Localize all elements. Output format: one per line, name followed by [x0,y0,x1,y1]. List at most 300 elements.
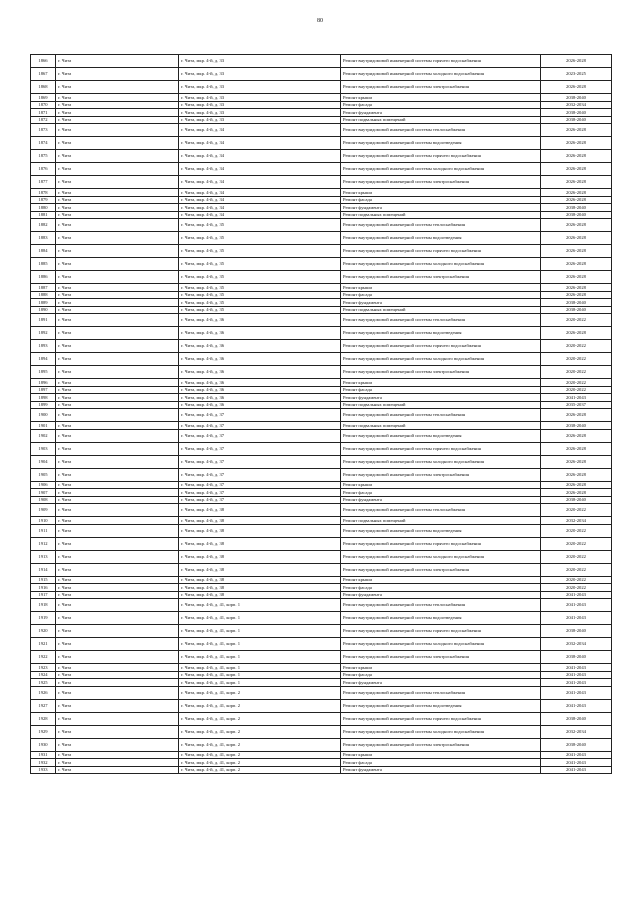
row-number: 1913 [31,550,56,563]
row-work-type: Ремонт внутридомовой инженерной системы теплоснабжения [341,686,541,699]
table-row [31,271,612,284]
row-number: 1902 [31,429,56,442]
row-work-type: Ремонт фундамента [341,109,541,117]
row-city: г. Чита [56,576,179,584]
row-number: 1879 [31,196,56,204]
row-address: г. Чита, мкр. 4-й, д. 37 [179,429,341,442]
row-city: г. Чита [56,679,179,687]
row-city: г. Чита [56,429,179,442]
row-work-type: Ремонт крыши [341,576,541,584]
row-number: 1928 [31,712,56,725]
row-address: г. Чита, мкр. 4-й, д. 37 [179,422,341,430]
table-row [31,245,612,258]
row-period: 2038-2040 [541,625,612,638]
row-period: 2026-2028 [541,455,612,468]
table-row [31,517,612,525]
row-period: 2032-2034 [541,725,612,738]
row-city: г. Чита [56,584,179,592]
row-period: 2041-2043 [541,686,612,699]
row-city: г. Чита [56,291,179,299]
row-city: г. Чита [56,712,179,725]
row-period: 2026-2028 [541,163,612,176]
table-row [31,176,612,189]
table-row [31,664,612,672]
row-period: 2020-2022 [541,537,612,550]
table-row [31,537,612,550]
row-period: 2026-2028 [541,409,612,422]
row-number: 1878 [31,189,56,197]
row-city: г. Чита [56,232,179,245]
row-number: 1924 [31,671,56,679]
row-work-type: Ремонт крыши [341,379,541,387]
row-number: 1931 [31,751,56,759]
table-row [31,386,612,394]
row-address: г. Чита, мкр. 4-й, д. 41, корп. 2 [179,712,341,725]
row-work-type: Ремонт фундамента [341,679,541,687]
row-city: г. Чита [56,271,179,284]
row-work-type: Ремонт фундамента [341,496,541,504]
row-number: 1933 [31,766,56,774]
row-work-type: Ремонт крыши [341,481,541,489]
row-city: г. Чита [56,189,179,197]
table-row [31,379,612,387]
row-address: г. Чита, мкр. 4-й, д. 41, корп. 2 [179,766,341,774]
row-number: 1881 [31,211,56,219]
row-address: г. Чита, мкр. 4-й, д. 33 [179,68,341,81]
table-row [31,429,612,442]
table-row [31,481,612,489]
row-period: 2020-2022 [541,524,612,537]
row-work-type: Ремонт внутридомовой инженерной системы холодного водоснабжения [341,638,541,651]
row-address: г. Чита, мкр. 4-й, д. 37 [179,496,341,504]
row-work-type: Ремонт внутридомовой инженерной системы электроснабжения [341,563,541,576]
row-city: г. Чита [56,284,179,292]
row-city: г. Чита [56,481,179,489]
table-row [31,340,612,353]
table-row [31,584,612,592]
row-city: г. Чита [56,489,179,497]
row-period: 2038-2040 [541,109,612,117]
row-period: 2026-2028 [541,81,612,94]
row-work-type: Ремонт внутридомовой инженерной системы горячего водоснабжения [341,442,541,455]
row-city: г. Чита [56,725,179,738]
row-period: 2026-2028 [541,442,612,455]
row-number: 1886 [31,271,56,284]
row-period: 2038-2040 [541,211,612,219]
row-address: г. Чита, мкр. 4-й, д. 41, корп. 1 [179,651,341,664]
row-period: 2026-2028 [541,291,612,299]
row-address: г. Чита, мкр. 4-й, д. 38 [179,563,341,576]
row-period: 2035-2037 [541,401,612,409]
row-number: 1893 [31,340,56,353]
table-row [31,401,612,409]
row-number: 1908 [31,496,56,504]
row-city: г. Чита [56,442,179,455]
row-work-type: Ремонт фасада [341,584,541,592]
row-period: 2041-2043 [541,394,612,402]
row-address: г. Чита, мкр. 4-й, д. 36 [179,327,341,340]
row-number: 1925 [31,679,56,687]
row-number: 1901 [31,422,56,430]
table-row [31,468,612,481]
row-number: 1912 [31,537,56,550]
row-period: 2026-2028 [541,271,612,284]
table-row [31,563,612,576]
row-work-type: Ремонт внутридомовой инженерной системы холодного водоснабжения [341,68,541,81]
table-row [31,651,612,664]
row-address: г. Чита, мкр. 4-й, д. 34 [179,176,341,189]
row-period: 2032-2034 [541,101,612,109]
row-city: г. Чита [56,258,179,271]
table-row [31,163,612,176]
row-number: 1887 [31,284,56,292]
row-number: 1926 [31,686,56,699]
table-row [31,101,612,109]
row-address: г. Чита, мкр. 4-й, д. 36 [179,353,341,366]
row-city: г. Чита [56,353,179,366]
row-work-type: Ремонт подвальных помещений [341,517,541,525]
row-number: 1890 [31,306,56,314]
row-number: 1866 [31,55,56,68]
row-number: 1921 [31,638,56,651]
row-work-type: Ремонт фасада [341,101,541,109]
row-city: г. Чита [56,314,179,327]
table-row [31,612,612,625]
row-city: г. Чита [56,625,179,638]
row-work-type: Ремонт внутридомовой инженерной системы водоотведения [341,429,541,442]
row-number: 1882 [31,219,56,232]
row-number: 1932 [31,759,56,767]
row-address: г. Чита, мкр. 4-й, д. 37 [179,455,341,468]
row-city: г. Чита [56,327,179,340]
row-number: 1875 [31,150,56,163]
row-work-type: Ремонт крыши [341,94,541,102]
row-city: г. Чита [56,366,179,379]
row-period: 2041-2043 [541,612,612,625]
row-city: г. Чита [56,422,179,430]
row-period: 2038-2040 [541,204,612,212]
row-work-type: Ремонт внутридомовой инженерной системы электроснабжения [341,366,541,379]
row-address: г. Чита, мкр. 4-й, д. 34 [179,150,341,163]
row-number: 1905 [31,468,56,481]
row-number: 1892 [31,327,56,340]
table-row [31,455,612,468]
row-work-type: Ремонт внутридомовой инженерной системы холодного водоснабжения [341,550,541,563]
row-period: 2026-2028 [541,232,612,245]
table-row [31,211,612,219]
row-number: 1907 [31,489,56,497]
row-address: г. Чита, мкр. 4-й, д. 33 [179,55,341,68]
row-number: 1911 [31,524,56,537]
row-period: 2020-2022 [541,584,612,592]
row-number: 1889 [31,299,56,307]
row-address: г. Чита, мкр. 4-й, д. 37 [179,468,341,481]
row-city: г. Чита [56,591,179,599]
row-address: г. Чита, мкр. 4-й, д. 34 [179,204,341,212]
table-row [31,725,612,738]
table-row [31,327,612,340]
row-work-type: Ремонт крыши [341,664,541,672]
table-row [31,306,612,314]
row-period: 2020-2022 [541,314,612,327]
row-work-type: Ремонт внутридомовой инженерной системы теплоснабжения [341,314,541,327]
row-number: 1870 [31,101,56,109]
row-city: г. Чита [56,137,179,150]
row-period: 2020-2022 [541,563,612,576]
table-row [31,232,612,245]
row-address: г. Чита, мкр. 4-й, д. 34 [179,211,341,219]
row-period: 2020-2022 [541,576,612,584]
row-number: 1876 [31,163,56,176]
row-number: 1894 [31,353,56,366]
row-number: 1916 [31,584,56,592]
row-period: 2026-2028 [541,481,612,489]
row-period: 2026-2028 [541,245,612,258]
row-address: г. Чита, мкр. 4-й, д. 33 [179,116,341,124]
table-row [31,394,612,402]
row-city: г. Чита [56,340,179,353]
row-address: г. Чита, мкр. 4-й, д. 38 [179,517,341,525]
row-work-type: Ремонт внутридомовой инженерной системы водоотведения [341,327,541,340]
row-address: г. Чита, мкр. 4-й, д. 37 [179,489,341,497]
row-work-type: Ремонт подвальных помещений [341,422,541,430]
row-work-type: Ремонт внутридомовой инженерной системы холодного водоснабжения [341,163,541,176]
row-work-type: Ремонт внутридомовой инженерной системы электроснабжения [341,651,541,664]
row-period: 2038-2040 [541,738,612,751]
row-city: г. Чита [56,751,179,759]
table-row [31,409,612,422]
row-work-type: Ремонт фасада [341,291,541,299]
row-number: 1898 [31,394,56,402]
table-row [31,679,612,687]
row-address: г. Чита, мкр. 4-й, д. 41, корп. 1 [179,638,341,651]
row-period: 2020-2022 [541,340,612,353]
row-work-type: Ремонт фасада [341,196,541,204]
row-address: г. Чита, мкр. 4-й, д. 33 [179,101,341,109]
row-period: 2026-2028 [541,189,612,197]
table-row [31,81,612,94]
row-number: 1891 [31,314,56,327]
row-period: 2020-2022 [541,504,612,517]
row-city: г. Чита [56,686,179,699]
row-city: г. Чита [56,738,179,751]
table-row [31,137,612,150]
row-city: г. Чита [56,638,179,651]
row-work-type: Ремонт фасада [341,386,541,394]
row-period: 2026-2028 [541,284,612,292]
row-work-type: Ремонт внутридомовой инженерной системы электроснабжения [341,176,541,189]
row-address: г. Чита, мкр. 4-й, д. 38 [179,524,341,537]
row-number: 1929 [31,725,56,738]
row-number: 1884 [31,245,56,258]
row-work-type: Ремонт внутридомовой инженерной системы горячего водоснабжения [341,150,541,163]
row-number: 1919 [31,612,56,625]
table-body [31,55,612,774]
row-period: 2020-2022 [541,550,612,563]
row-address: г. Чита, мкр. 4-й, д. 41, корп. 2 [179,759,341,767]
row-city: г. Чита [56,496,179,504]
row-period: 2020-2022 [541,366,612,379]
row-work-type: Ремонт крыши [341,284,541,292]
row-period: 2032-2034 [541,638,612,651]
row-period: 2020-2022 [541,379,612,387]
row-period: 2020-2022 [541,386,612,394]
table-row [31,576,612,584]
row-address: г. Чита, мкр. 4-й, д. 33 [179,109,341,117]
row-address: г. Чита, мкр. 4-й, д. 37 [179,409,341,422]
row-work-type: Ремонт внутридомовой инженерной системы теплоснабжения [341,504,541,517]
row-address: г. Чита, мкр. 4-й, д. 38 [179,576,341,584]
row-period: 2038-2040 [541,712,612,725]
row-address: г. Чита, мкр. 4-й, д. 38 [179,550,341,563]
row-address: г. Чита, мкр. 4-й, д. 41, корп. 1 [179,599,341,612]
row-number: 1871 [31,109,56,117]
table-row [31,284,612,292]
row-address: г. Чита, мкр. 4-й, д. 41, корп. 1 [179,612,341,625]
row-number: 1883 [31,232,56,245]
table-row [31,524,612,537]
table-row [31,738,612,751]
row-city: г. Чита [56,94,179,102]
row-address: г. Чита, мкр. 4-й, д. 34 [179,189,341,197]
table-row [31,258,612,271]
table-row [31,150,612,163]
row-city: г. Чита [56,394,179,402]
row-period: 2026-2028 [541,150,612,163]
row-address: г. Чита, мкр. 4-й, д. 41, корп. 2 [179,725,341,738]
row-work-type: Ремонт внутридомовой инженерной системы водоотведения [341,612,541,625]
row-address: г. Чита, мкр. 4-й, д. 38 [179,504,341,517]
row-work-type: Ремонт внутридомовой инженерной системы водоотведения [341,137,541,150]
row-address: г. Чита, мкр. 4-й, д. 36 [179,386,341,394]
row-address: г. Чита, мкр. 4-й, д. 35 [179,219,341,232]
row-period: 2026-2028 [541,124,612,137]
table-row [31,766,612,774]
row-city: г. Чита [56,245,179,258]
row-period: 2026-2028 [541,219,612,232]
row-number: 1927 [31,699,56,712]
row-work-type: Ремонт внутридомовой инженерной системы теплоснабжения [341,409,541,422]
row-work-type: Ремонт внутридомовой инженерной системы водоотведения [341,232,541,245]
row-address: г. Чита, мкр. 4-й, д. 36 [179,401,341,409]
row-work-type: Ремонт подвальных помещений [341,306,541,314]
row-city: г. Чита [56,379,179,387]
table-row [31,504,612,517]
row-work-type: Ремонт подвальных помещений [341,211,541,219]
row-city: г. Чита [56,759,179,767]
row-number: 1920 [31,625,56,638]
table-row [31,599,612,612]
table-row [31,366,612,379]
row-work-type: Ремонт внутридомовой инженерной системы водоотведения [341,524,541,537]
table-row [31,124,612,137]
row-number: 1897 [31,386,56,394]
row-address: г. Чита, мкр. 4-й, д. 34 [179,137,341,150]
row-city: г. Чита [56,219,179,232]
row-city: г. Чита [56,599,179,612]
row-city: г. Чита [56,517,179,525]
row-number: 1877 [31,176,56,189]
row-address: г. Чита, мкр. 4-й, д. 36 [179,366,341,379]
row-work-type: Ремонт внутридомовой инженерной системы водоотведения [341,699,541,712]
row-address: г. Чита, мкр. 4-й, д. 41, корп. 2 [179,738,341,751]
row-city: г. Чита [56,204,179,212]
row-city: г. Чита [56,68,179,81]
row-number: 1923 [31,664,56,672]
table-row [31,699,612,712]
row-address: г. Чита, мкр. 4-й, д. 38 [179,584,341,592]
row-work-type: Ремонт внутридомовой инженерной системы теплоснабжения [341,599,541,612]
row-address: г. Чита, мкр. 4-й, д. 34 [179,196,341,204]
row-city: г. Чита [56,163,179,176]
repair-schedule-table [30,54,612,774]
row-period: 2023-2025 [541,68,612,81]
row-number: 1872 [31,116,56,124]
table-row [31,55,612,68]
row-address: г. Чита, мкр. 4-й, д. 35 [179,232,341,245]
row-number: 1922 [31,651,56,664]
table-row [31,625,612,638]
row-number: 1867 [31,68,56,81]
row-work-type: Ремонт внутридомовой инженерной системы холодного водоснабжения [341,455,541,468]
row-address: г. Чита, мкр. 4-й, д. 41, корп. 1 [179,625,341,638]
table-row [31,68,612,81]
row-number: 1906 [31,481,56,489]
row-city: г. Чита [56,386,179,394]
table-row [31,189,612,197]
row-address: г. Чита, мкр. 4-й, д. 41, корп. 1 [179,671,341,679]
row-work-type: Ремонт подвальных помещений [341,116,541,124]
row-period: 2041-2043 [541,759,612,767]
row-address: г. Чита, мкр. 4-й, д. 41, корп. 2 [179,699,341,712]
row-work-type: Ремонт внутридомовой инженерной системы горячего водоснабжения [341,340,541,353]
row-city: г. Чита [56,671,179,679]
row-work-type: Ремонт внутридомовой инженерной системы теплоснабжения [341,124,541,137]
row-number: 1896 [31,379,56,387]
row-number: 1874 [31,137,56,150]
row-number: 1915 [31,576,56,584]
row-period: 2041-2043 [541,599,612,612]
row-period: 2038-2040 [541,116,612,124]
row-number: 1899 [31,401,56,409]
table-row [31,291,612,299]
table-row [31,299,612,307]
row-work-type: Ремонт внутридомовой инженерной системы горячего водоснабжения [341,712,541,725]
row-city: г. Чита [56,563,179,576]
row-city: г. Чита [56,55,179,68]
row-work-type: Ремонт внутридомовой инженерной системы горячего водоснабжения [341,625,541,638]
row-work-type: Ремонт внутридомовой инженерной системы холодного водоснабжения [341,725,541,738]
table-row [31,591,612,599]
row-address: г. Чита, мкр. 4-й, д. 35 [179,306,341,314]
row-address: г. Чита, мкр. 4-й, д. 35 [179,258,341,271]
row-city: г. Чита [56,306,179,314]
row-number: 1869 [31,94,56,102]
row-city: г. Чита [56,537,179,550]
row-period: 2041-2043 [541,591,612,599]
table-row [31,109,612,117]
row-period: 2026-2028 [541,55,612,68]
row-city: г. Чита [56,116,179,124]
row-work-type: Ремонт фундамента [341,766,541,774]
row-address: г. Чита, мкр. 4-й, д. 41, корп. 1 [179,679,341,687]
row-work-type: Ремонт внутридомовой инженерной системы горячего водоснабжения [341,245,541,258]
row-address: г. Чита, мкр. 4-й, д. 38 [179,591,341,599]
table-row [31,353,612,366]
row-city: г. Чита [56,766,179,774]
row-work-type: Ремонт внутридомовой инженерной системы холодного водоснабжения [341,258,541,271]
row-address: г. Чита, мкр. 4-й, д. 35 [179,299,341,307]
